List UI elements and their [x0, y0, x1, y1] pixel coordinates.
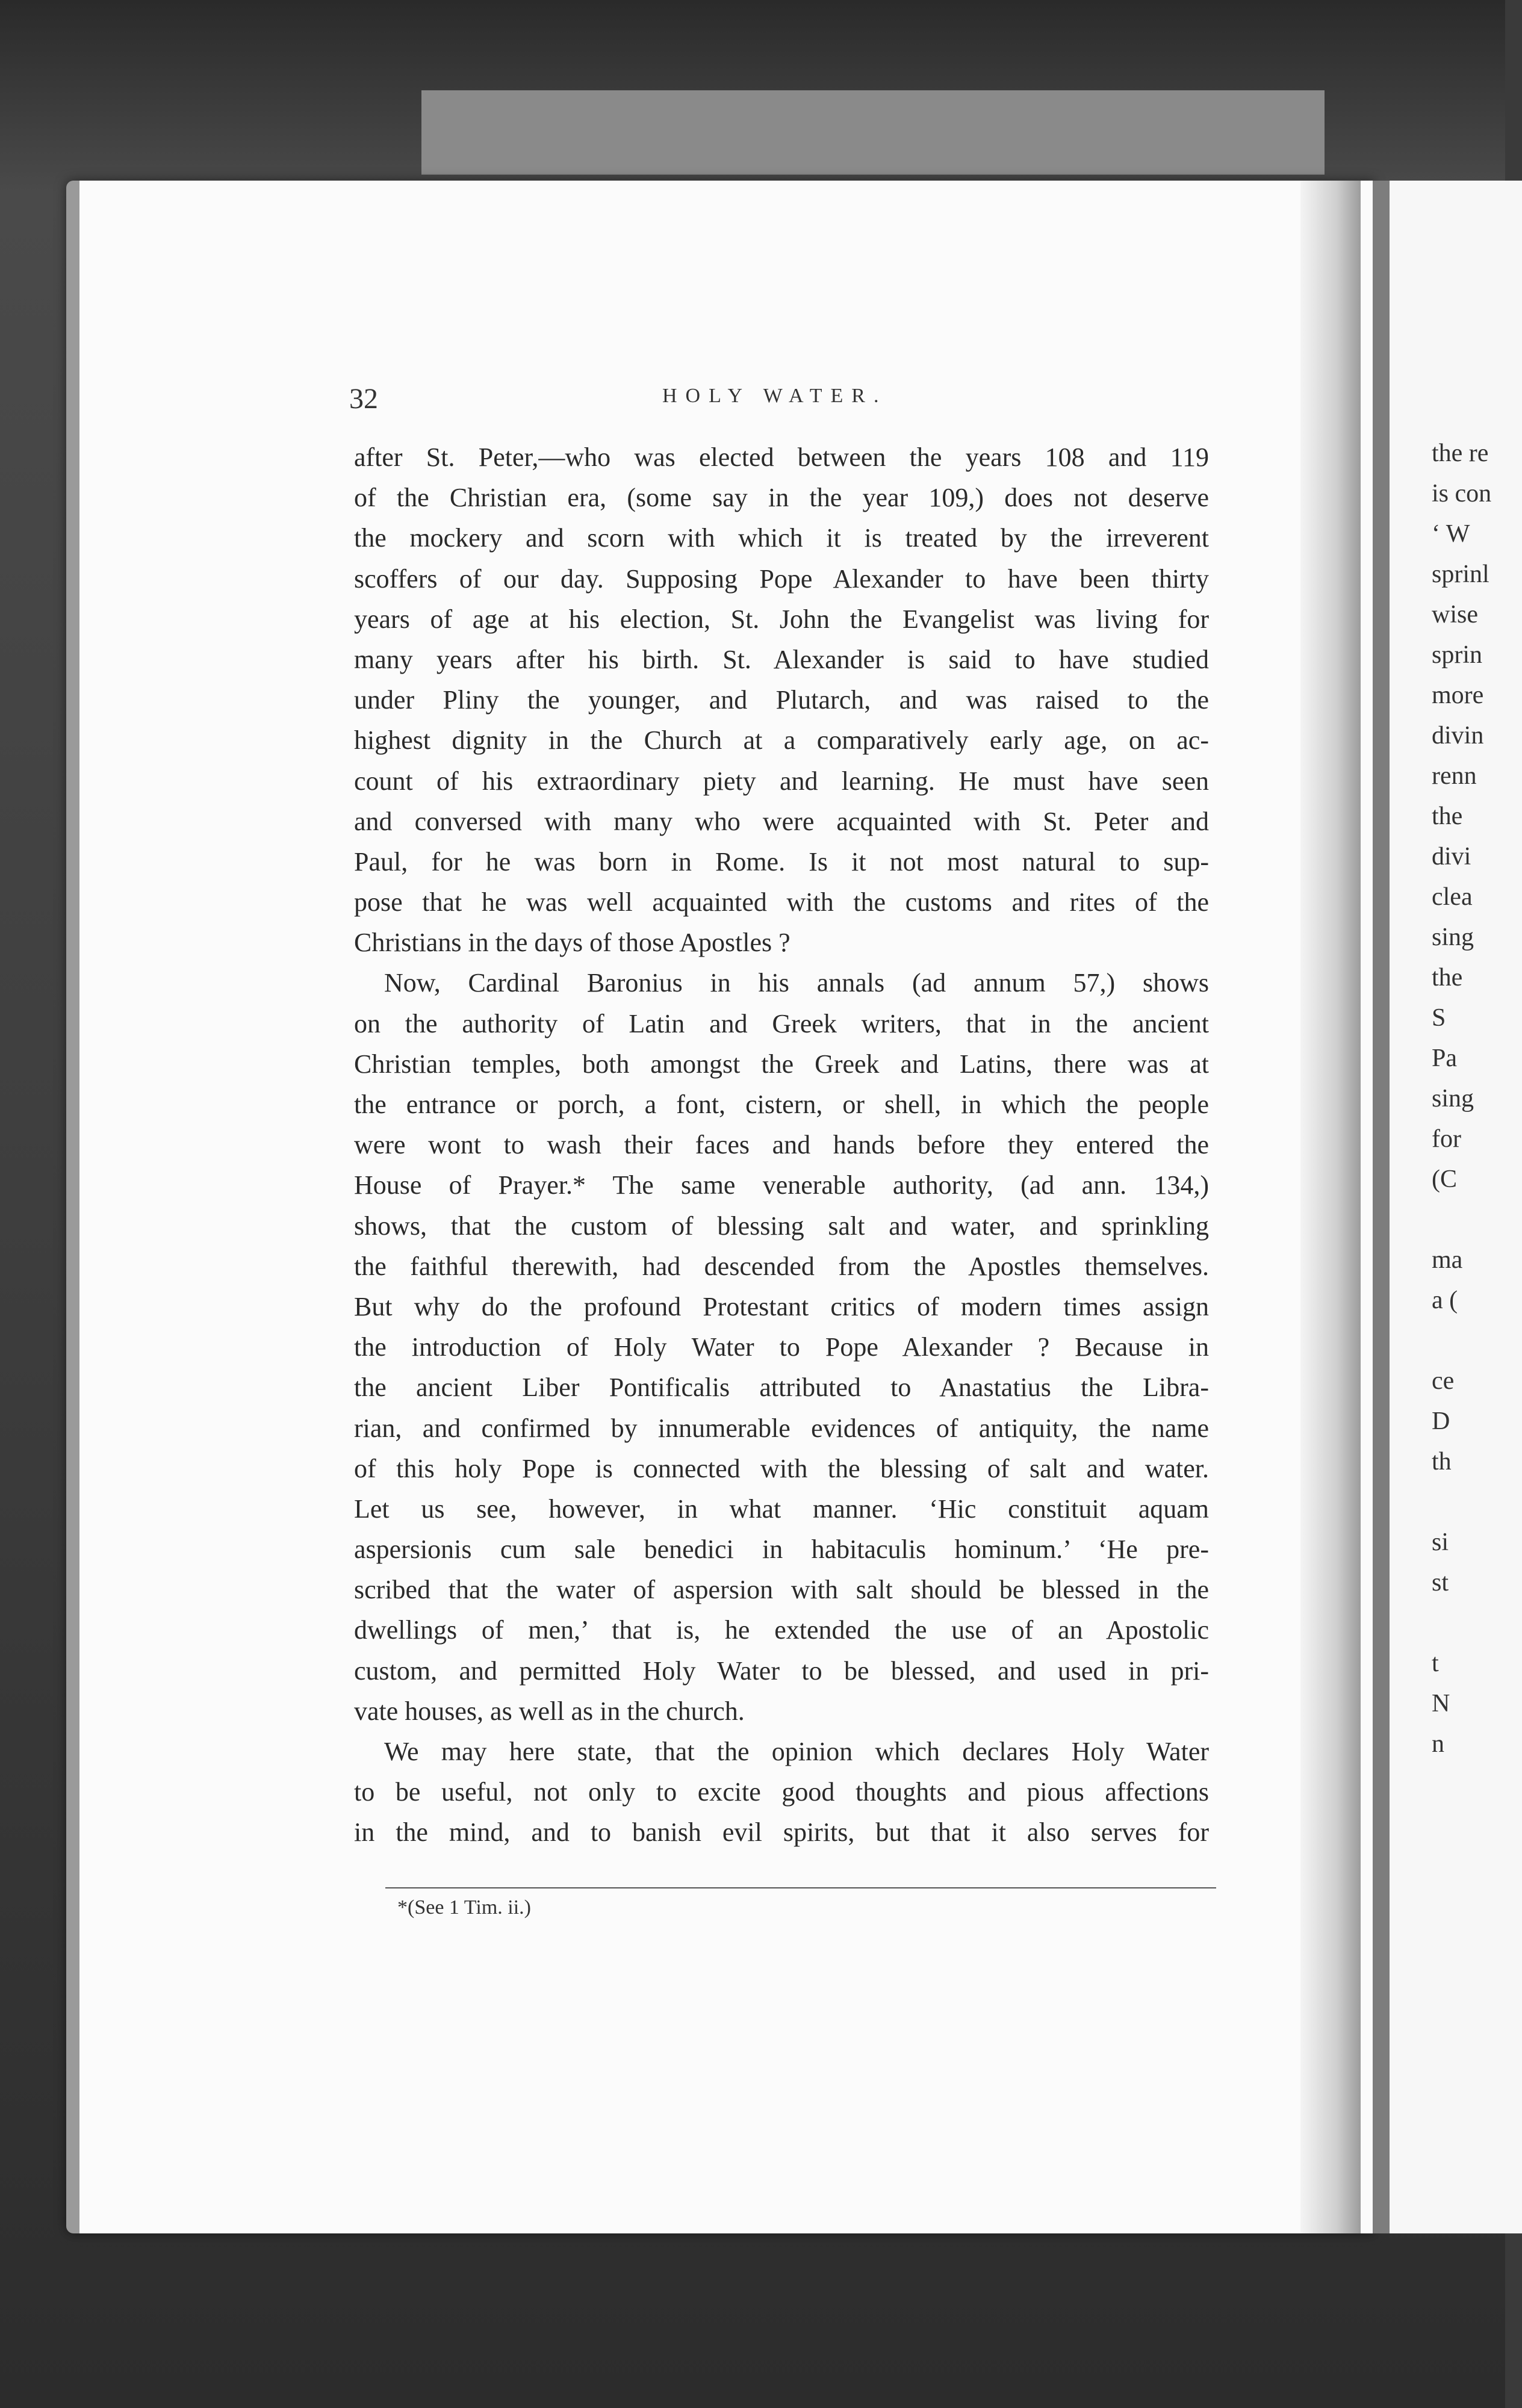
right-page-line: n	[1432, 1730, 1444, 1758]
right-page-line: (C	[1432, 1165, 1457, 1193]
right-page-line: for	[1432, 1125, 1461, 1153]
text-line: But why do the profound Protestant critics of modern times assign	[354, 1291, 1209, 1321]
text-line: pose that he was well acquainted with the customs and rites of the	[354, 887, 1209, 917]
page-title: HOLY WATER.	[662, 385, 887, 407]
right-page-line	[1432, 1200, 1505, 1240]
right-page-line: sing	[1432, 1085, 1474, 1112]
right-page-line	[1432, 1603, 1505, 1643]
text-line: to be useful, not only to excite good thoughts and pious affections	[354, 1777, 1209, 1807]
footnote-rule	[385, 1887, 1216, 1888]
text-line: shows, that the custom of blessing salt and water, and sprinkling	[354, 1211, 1209, 1241]
right-page-line: t	[1432, 1649, 1439, 1677]
text-line: highest dignity in the Church at a comparatively early age, on ac-	[354, 725, 1209, 756]
book-gutter	[1300, 181, 1361, 2233]
right-page-line: is con	[1432, 480, 1492, 507]
text-line: Christian temples, both amongst the Greek and Latins, there was at	[354, 1049, 1209, 1079]
right-page-line	[1432, 1482, 1505, 1522]
running-head	[349, 382, 1216, 415]
right-page-line: a (	[1432, 1286, 1458, 1314]
text-line: vate houses, as well as in the church.	[354, 1696, 745, 1726]
text-line: on the authority of Latin and Greek writers, that in the ancient	[354, 1008, 1209, 1038]
text-line: of the Christian era, (some say in the year 109,) does not deserve	[354, 483, 1209, 513]
right-page-line: sprinl	[1432, 560, 1489, 588]
text-line: the introduction of Holy Water to Pope Alexander ? Because in	[354, 1332, 1209, 1362]
right-page-line: si	[1432, 1528, 1449, 1556]
text-line: the faithful therewith, had descended from the Apostles themselves.	[354, 1251, 1209, 1281]
text-line: in the mind, and to banish evil spirits, but that it also serves for	[354, 1817, 1209, 1848]
text-line: count of his extraordinary piety and learning. He must have seen	[354, 766, 1209, 796]
right-page-line	[1432, 1321, 1505, 1361]
right-page-line: the	[1432, 802, 1463, 830]
text-line: and conversed with many who were acquainted with St. Peter and	[354, 806, 1209, 836]
right-page-line: the re	[1432, 439, 1489, 467]
right-page-line: N	[1432, 1690, 1450, 1718]
text-line: rian, and confirmed by innumerable evidences of antiquity, the name	[354, 1413, 1209, 1443]
right-page-line: divi	[1432, 843, 1471, 870]
text-line: dwellings of men,’ that is, he extended the use of an Apostolic	[354, 1615, 1209, 1645]
text-line: We may here state, that the opinion which declares Holy Water	[384, 1737, 1209, 1766]
text-line: aspersionis cum sale benedici in habitaculis hominum.’ ‘He pre-	[354, 1534, 1209, 1565]
right-page-line: renn	[1432, 762, 1477, 790]
body-text	[354, 437, 1209, 1848]
right-page-line: st	[1432, 1569, 1449, 1597]
text-line: scoffers of our day. Supposing Pope Alexander to have been thirty	[354, 563, 1209, 594]
text-line: custom, and permitted Holy Water to be blessed, and used in pri-	[354, 1656, 1209, 1686]
scan-top-strip	[421, 90, 1325, 175]
page-number: 32	[349, 383, 378, 415]
text-line: after St. Peter,—who was elected between the years 108 and 119	[354, 442, 1209, 472]
footnote: *(See 1 Tim. ii.)	[397, 1896, 531, 1919]
text-line: of this holy Pope is connected with the blessing of salt and water.	[354, 1453, 1209, 1483]
right-page-line: more	[1432, 681, 1484, 709]
right-page-line: D	[1432, 1407, 1450, 1435]
right-page-line: ce	[1432, 1367, 1455, 1395]
text-line: many years after his birth. St. Alexander is said to have studied	[354, 644, 1209, 674]
right-page-line: divin	[1432, 722, 1484, 749]
text-line: under Pliny the younger, and Plutarch, and was raised to the	[354, 685, 1209, 715]
text-line: Paul, for he was born in Rome. Is it not most natural to sup-	[354, 846, 1209, 877]
text-line: scribed that the water of aspersion with salt should be blessed in the	[354, 1575, 1209, 1605]
text-line: the mockery and scorn with which it is treated by the irreverent	[354, 523, 1209, 553]
right-page-line: ma	[1432, 1246, 1463, 1274]
text-line: years of age at his election, St. John the Evangelist was living for	[354, 604, 1209, 634]
right-page-line: sing	[1432, 923, 1474, 951]
right-page-text	[1432, 433, 1505, 1758]
right-page-line: th	[1432, 1448, 1452, 1476]
right-page-line: S	[1432, 1004, 1446, 1032]
text-line: Christians in the days of those Apostles ?	[354, 928, 791, 958]
right-page-line: the	[1432, 964, 1463, 991]
right-page-line: ‘ W	[1432, 520, 1470, 548]
text-line: Let us see, however, in what manner. ‘Hic constituit aquam	[354, 1494, 1209, 1524]
text-line: the entrance or porch, a font, cistern, or shell, in which the people	[354, 1090, 1209, 1119]
right-page-line: Pa	[1432, 1044, 1457, 1072]
text-line: House of Prayer.* The same venerable authority, (ad ann. 134,)	[354, 1170, 1209, 1200]
right-page-line: clea	[1432, 883, 1473, 911]
text-line: were wont to wash their faces and hands before they entered the	[354, 1130, 1209, 1160]
right-page-line: sprin	[1432, 641, 1482, 669]
right-page-line: wise	[1432, 601, 1478, 628]
text-line: Now, Cardinal Baronius in his annals (ad annum 57,) shows	[384, 968, 1209, 998]
text-line: the ancient Liber Pontificalis attributed to Anastatius the Libra-	[354, 1373, 1209, 1403]
